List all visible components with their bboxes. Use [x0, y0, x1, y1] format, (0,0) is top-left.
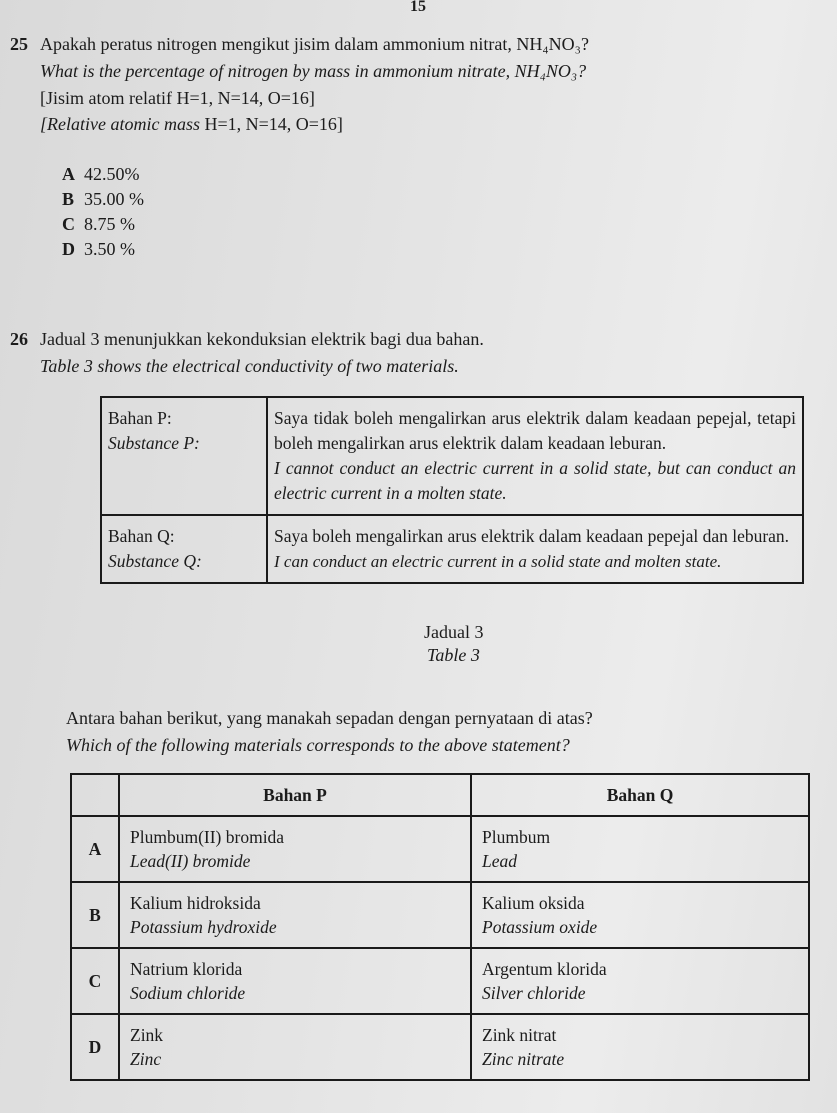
- column-header-bahan-q: Bahan Q: [471, 774, 809, 816]
- bahan-p-cell: Natrium klorida Sodium chloride: [119, 948, 471, 1014]
- question-number: 26: [10, 329, 28, 349]
- column-header-bahan-p: Bahan P: [119, 774, 471, 816]
- question-number: 25: [10, 34, 28, 54]
- table-caption-english: Table 3: [427, 645, 480, 665]
- table-header-row: [71, 774, 809, 816]
- substance-label: Bahan Q: Substance Q:: [101, 515, 267, 583]
- table-row: [101, 515, 803, 583]
- bahan-p-cell: Plumbum(II) bromida Lead(II) bromide: [119, 816, 471, 882]
- table-row: [101, 397, 803, 515]
- question-text-english: What is the percentage of nitrogen by mass in ammonium nitrate, NH₄NO₃?: [40, 61, 587, 81]
- substance-description: Saya boleh mengalirkan arus elektrik dalam keadaan pepejal dan leburan. I can conduct an electric current in a solid state and molten state.: [267, 515, 803, 583]
- bahan-q-cell: Zink nitrat Zinc nitrate: [471, 1014, 809, 1080]
- answer-option-a[interactable]: A Plumbum(II) bromida Lead(II) bromide Plumbum Lead: [71, 816, 809, 882]
- table-caption-malay: Jadual 3: [424, 622, 484, 642]
- bahan-p-cell: Zink Zinc: [119, 1014, 471, 1080]
- bahan-q-cell: Plumbum Lead: [471, 816, 809, 882]
- question-text-malay: Apakah peratus nitrogen mengikut jisim dalam ammonium nitrat, NH₄NO₃?: [40, 34, 589, 54]
- bahan-p-cell: Kalium hidroksida Potassium hydroxide: [119, 882, 471, 948]
- option-d[interactable]: D 3.50 %: [62, 239, 135, 259]
- conductivity-table: [100, 396, 804, 584]
- substance-description: Saya tidak boleh mengalirkan arus elektrik dalam keadaan pepejal, tetapi boleh mengalirkan arus elektrik dalam keadaan leburan. I cannot conduct an electric current in a solid state, but can conduct an electric current in a molten state.: [267, 397, 803, 515]
- option-c[interactable]: C 8.75 %: [62, 214, 135, 234]
- answer-options-table: [70, 773, 810, 1081]
- prompt-malay: Antara bahan berikut, yang manakah sepadan dengan pernyataan di atas?: [66, 708, 593, 728]
- bahan-q-cell: Kalium oksida Potassium oxide: [471, 882, 809, 948]
- option-a[interactable]: A 42.50%: [62, 164, 140, 184]
- answer-option-c[interactable]: C Natrium klorida Sodium chloride Argentum klorida Silver chloride: [71, 948, 809, 1014]
- question-text-english: Table 3 shows the electrical conductivity of two materials.: [40, 356, 459, 376]
- answer-option-b[interactable]: B Kalium hidroksida Potassium hydroxide Kalium oksida Potassium oxide: [71, 882, 809, 948]
- option-b[interactable]: B 35.00 %: [62, 189, 144, 209]
- answer-option-d[interactable]: D Zink Zinc Zink nitrat Zinc nitrate: [71, 1014, 809, 1080]
- substance-label: Bahan P: Substance P:: [101, 397, 267, 515]
- question-text-malay: Jadual 3 menunjukkan kekonduksian elektrik bagi dua bahan.: [40, 329, 484, 349]
- atomic-mass-english: [Relative atomic mass H=1, N=14, O=16]: [40, 114, 343, 134]
- page-number: 15: [410, 0, 426, 15]
- atomic-mass-malay: [Jisim atom relatif H=1, N=14, O=16]: [40, 88, 315, 108]
- prompt-english: Which of the following materials corresponds to the above statement?: [66, 735, 570, 755]
- bahan-q-cell: Argentum klorida Silver chloride: [471, 948, 809, 1014]
